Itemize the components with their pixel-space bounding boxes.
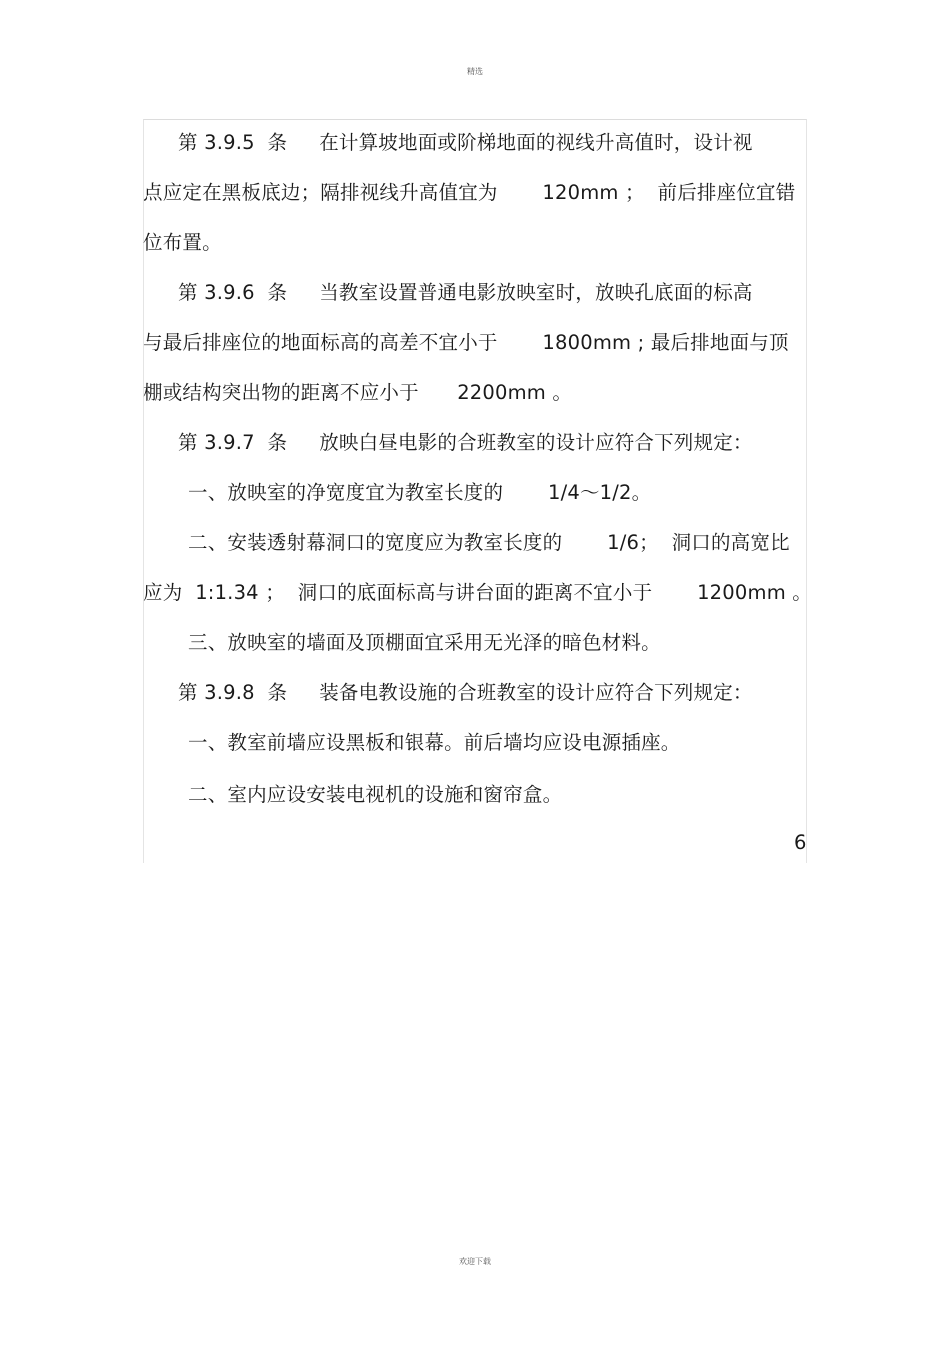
text-line-13: 一、教室前墙应设黑板和银幕。前后墙均应设电源插座。 [188,731,681,754]
text-line-14: 二、室内应设安装电视机的设施和窗帘盒。 [188,783,563,806]
footer-watermark: 欢迎下载 [459,1257,491,1266]
text-line-12: 第 3.9.8 条 装备电教设施的合班教室的设计应符合下列规定： [178,681,753,704]
text-line-5: 与最后排座位的地面标高的高差不宜小于 1800mm ; 最后排地面与顶 [143,331,789,354]
text-line-1: 第 3.9.5 条 在计算坡地面或阶梯地面的视线升高值时，设计视 [178,131,753,154]
text-line-3: 位布置。 [143,231,222,254]
text-line-11: 三、放映室的墙面及顶棚面宜采用无光泽的暗色材料。 [188,631,661,654]
page-number: 6 [794,831,807,854]
header-watermark: 精选 [467,67,483,76]
text-line-8: 一、放映室的净宽度宜为教室长度的 1/4～1/2。 [188,481,652,504]
text-line-2: 点应定在黑板底边；隔排视线升高值宜为 120mm ； 前后排座位宜错 [143,181,796,204]
text-line-6: 棚或结构突出物的距离不应小于 2200mm 。 [143,381,573,404]
text-line-10: 应为 1:1.34 ； 洞口的底面标高与讲台面的距离不宜小于 1200mm 。 [143,581,812,604]
text-line-9: 二、安装透射幕洞口的宽度应为教室长度的 1/6； 洞口的高宽比 [188,531,790,554]
text-line-4: 第 3.9.6 条 当教室设置普通电影放映室时，放映孔底面的标高 [178,281,753,304]
text-line-7: 第 3.9.7 条 放映白昼电影的合班教室的设计应符合下列规定： [178,431,753,454]
